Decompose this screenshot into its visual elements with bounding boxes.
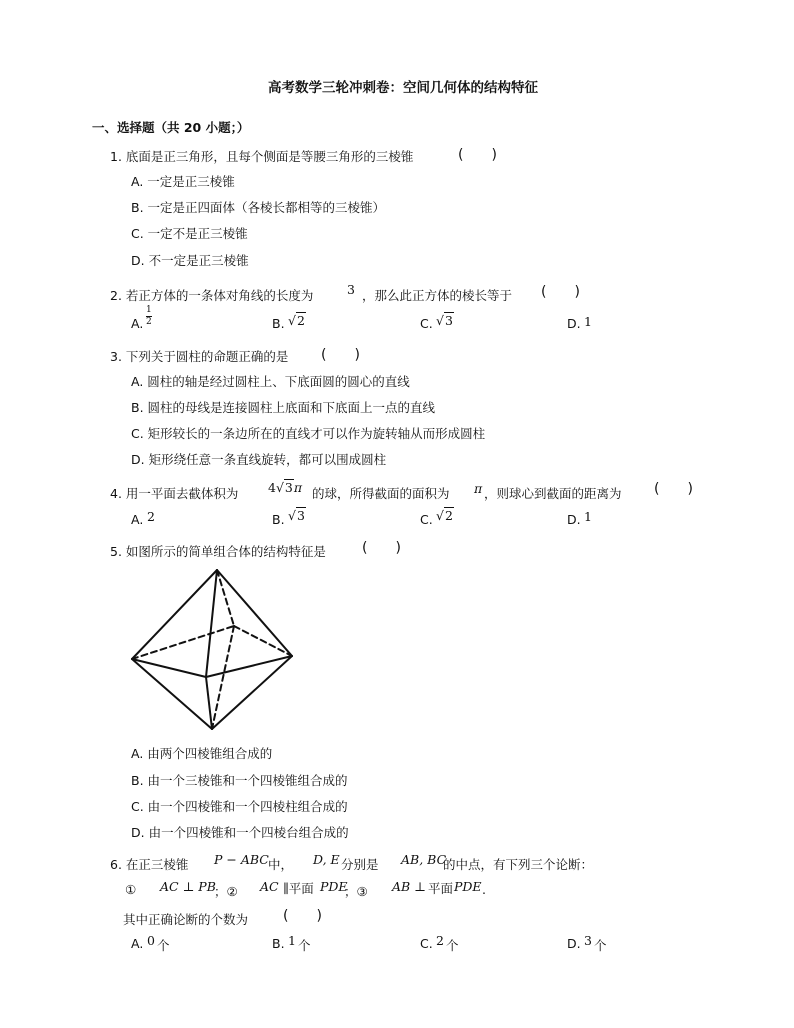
q4-stem-part3: ，则球心到截面的距离为 [484, 486, 622, 501]
q3-option-b: B. 圆柱的母线是连接圆柱上底面和下底面上一点的直线 [131, 400, 436, 415]
pi-symbol: π [293, 480, 303, 495]
q4-option-a-label: A. [131, 512, 144, 527]
q3-option-a: A. 圆柱的轴是经过圆柱上、下底面圆的圆心的直线 [131, 374, 410, 389]
q1-option-b: B. 一定是正四面体（各棱长都相等的三棱锥） [131, 200, 386, 215]
q6-option-a-label: A. [131, 936, 144, 951]
q6-claim1-marker: ① [125, 882, 137, 897]
q6-option-b-unit: 个 [298, 938, 311, 953]
q4-area-pi: π [474, 481, 483, 496]
q6-claim2-parallel-plane: ∥平面 [283, 881, 314, 896]
q5-answer-blank: ( ) [362, 540, 401, 556]
radicand: 2 [444, 508, 453, 523]
hidden-edge-bottom-back [212, 626, 234, 729]
q6-claim2-marker: ；② [214, 884, 238, 899]
q6-claim2-line: AC [260, 879, 279, 894]
q2-stem-part1: 2. 若正方体的一条体对角线的长度为 [110, 288, 314, 303]
q4-stem-part2: 的球，所得截面的面积为 [312, 486, 450, 501]
coefficient: 4 [268, 480, 276, 495]
q6-option-d-value: 3 [584, 933, 592, 948]
q1-stem: 1. 底面是正三角形，且每个侧面是等腰三角形的三棱锥 [110, 149, 414, 164]
q6-option-c-unit: 个 [446, 938, 459, 953]
q4-stem-part1: 4. 用一平面去截体积为 [110, 486, 239, 501]
q2-option-a-fraction [146, 306, 152, 327]
q6-option-a-unit: 个 [157, 938, 170, 953]
q6-option-b-value: 1 [288, 933, 296, 948]
q6-edges-ab-bc: AB, BC [401, 852, 447, 867]
q2-answer-blank: ( ) [541, 284, 580, 300]
q4-option-c-sqrt: √2 [436, 508, 453, 523]
q6-option-b-label: B. [272, 936, 285, 951]
q6-option-c-label: C. [420, 936, 433, 951]
q2-option-a-label: A. [131, 316, 144, 331]
q2-stem-part2: ，那么此正方体的棱长等于 [362, 288, 513, 303]
q1-option-a: A. 一定是正三棱锥 [131, 174, 235, 189]
section-heading: 一、选择题（共 20 小题；） [92, 120, 250, 135]
q6-option-d-unit: 个 [594, 938, 607, 953]
q6-answer-blank: ( ) [283, 908, 322, 924]
q4-option-c-label: C. [420, 512, 433, 527]
q6-stem-part2: 中， [268, 857, 294, 872]
q2-diagonal-value: 3 [347, 282, 355, 297]
q6-claim3-marker: ；③ [344, 884, 368, 899]
radicand: 3 [284, 480, 293, 495]
q1-answer-blank: ( ) [458, 147, 497, 163]
q6-option-a-value: 0 [147, 933, 155, 948]
q4-option-d-label: D. [567, 512, 581, 527]
q5-option-c: C. 由一个四棱锥和一个四棱柱组合成的 [131, 799, 348, 814]
q2-option-c-sqrt: √3 [436, 313, 453, 328]
q4-volume-expression: 4√3π [268, 480, 303, 495]
q2-option-c-label: C. [420, 316, 433, 331]
q6-stem-part3: 分别是 [341, 857, 379, 872]
radicand: 3 [296, 508, 305, 523]
edge-top-front [206, 570, 217, 677]
q6-claim3-line: AB ⊥ [392, 879, 426, 894]
edge-bottom-front [206, 677, 212, 729]
q3-option-c: C. 矩形较长的一条边所在的直线才可以作为旋转轴从而形成圆柱 [131, 426, 486, 441]
q6-claims-end: . [482, 882, 486, 897]
q6-claim3-plane-word: 平面 [428, 881, 454, 896]
q6-claim2-plane: PDE [320, 879, 348, 894]
q3-stem: 3. 下列关于圆柱的命题正确的是 [110, 349, 289, 364]
edge-bottom-right [212, 656, 292, 729]
fraction-numerator: 1 [146, 305, 152, 315]
q5-option-a: A. 由两个四棱锥组合成的 [131, 746, 273, 761]
q6-points-de: D, E [313, 852, 340, 867]
q4-option-d-value: 1 [584, 509, 592, 524]
q2-option-d-value: 1 [584, 314, 592, 329]
q6-claim3-plane: PDE [454, 879, 482, 894]
q3-answer-blank: ( ) [321, 347, 360, 363]
q6-claim1: AC ⊥ PB [160, 879, 216, 894]
q6-question: 其中正确论断的个数为 [123, 912, 249, 927]
q4-option-b-label: B. [272, 512, 285, 527]
q5-option-b: B. 由一个三棱锥和一个四棱锥组合成的 [131, 773, 348, 788]
radicand: 3 [444, 313, 453, 328]
q6-option-d-label: D. [567, 936, 581, 951]
q2-option-b-label: B. [272, 316, 285, 331]
octahedron-figure [124, 564, 300, 736]
q5-stem: 5. 如图所示的简单组合体的结构特征是 [110, 544, 326, 559]
q1-option-d: D. 不一定是正三棱锥 [131, 253, 249, 268]
q6-stem-part4: 的中点，有下列三个论断： [443, 857, 594, 872]
q4-option-b-sqrt: √3 [288, 508, 305, 523]
hidden-edge-back-right [234, 626, 292, 656]
q1-option-c: C. 一定不是正三棱锥 [131, 226, 248, 241]
q4-answer-blank: ( ) [654, 481, 693, 497]
q2-option-b-sqrt: √2 [288, 313, 305, 328]
q5-option-d: D. 由一个四棱锥和一个四棱台组合成的 [131, 825, 349, 840]
page-title: 高考数学三轮冲刺卷：空间几何体的结构特征 [268, 80, 538, 96]
radicand: 2 [296, 313, 305, 328]
fraction-denominator: 2 [146, 317, 152, 327]
q6-option-c-value: 2 [436, 933, 444, 948]
q4-option-a-value: 2 [147, 509, 155, 524]
edge-top-right [217, 570, 292, 656]
q6-pyramid-name: P − ABC [214, 852, 269, 867]
q3-option-d: D. 矩形绕任意一条直线旋转，都可以围成圆柱 [131, 452, 387, 467]
q6-stem-part1: 6. 在正三棱锥 [110, 857, 189, 872]
q2-option-d-label: D. [567, 316, 581, 331]
